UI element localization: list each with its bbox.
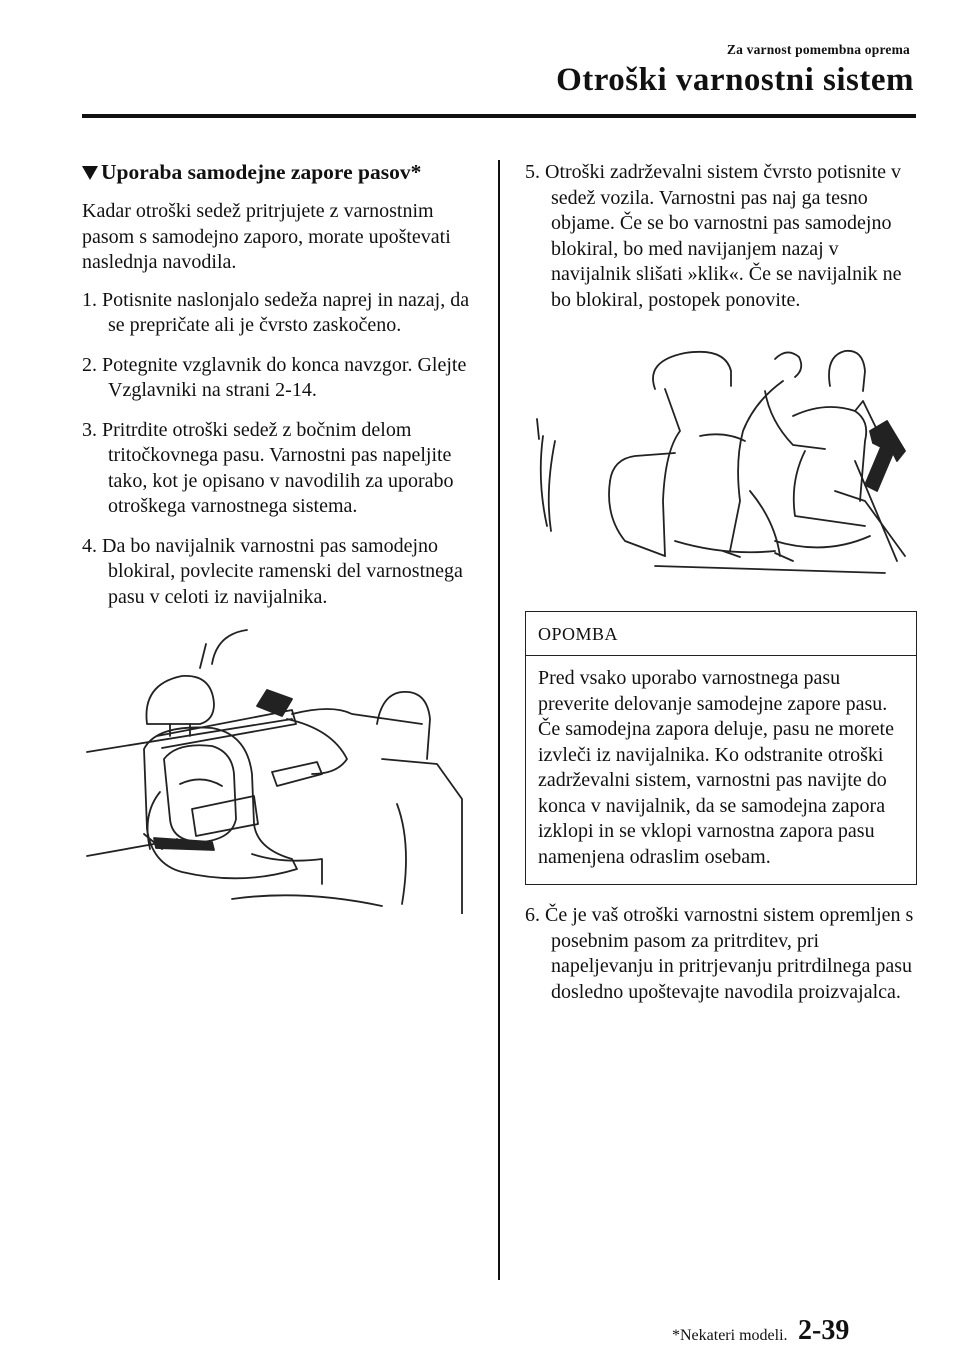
note-box xyxy=(525,611,917,885)
step-2: 2. Potegnite vzglavnik do konca navzgor. Glejte Vzglavniki na strani 2-14. xyxy=(82,353,467,401)
triangle-bullet-icon xyxy=(82,166,98,180)
note-title: OPOMBA xyxy=(526,612,916,656)
step-5: 5. Otroški zadrževalni sistem čvrsto potisnite v sedež vozila. Varnostni pas naj ga tesno objame. Če se bo varnostni pas samodejno blokiral, bo med navijanjem nazaj v navijalnik slišati »klik«. Če se navijalnik ne bo blokiral, postopek ponovite. xyxy=(525,161,902,311)
step-6: 6. Če je vaš otroški varnostni sistem opremljen s posebnim pasom za pritrditev, pri napeljevanju in pritrjevanju pritrdilnega pasu dosledno upoštevajte navodila proizvajalca. xyxy=(525,904,914,1003)
step-3: 3. Pritrdite otroški sedež z bočnim delom tritočkovnega pasu. Varnostni pas napeljite tako, kot je opisano v navodilih za uporabo otroškega varnostnega sistema. xyxy=(82,418,454,517)
header-rule xyxy=(82,114,916,118)
child-seat-belt-pull-illustration xyxy=(82,624,474,914)
column-divider xyxy=(498,160,500,1280)
left-column xyxy=(82,160,474,914)
footnote: *Nekateri modeli. xyxy=(672,1327,788,1344)
page-title: Otroški varnostni sistem xyxy=(556,62,914,98)
chapter-label: Za varnost pomembna oprema xyxy=(726,42,910,57)
intro-paragraph: Kadar otroški sedež pritrjujete z varnostnim pasom s samodejno zaporo, morate upoštevati naslednja navodila. xyxy=(82,200,451,273)
page-number: 2-39 xyxy=(798,1315,850,1346)
note-text: Pred vsako uporabo varnostnega pasu preverite delovanje samodejne zapore pasu. Če samodejna zapora deluje, pasu ne morete izvleči iz navijalnika. Ko odstranite otroški zadrževalni sistem, varnostni pas navijte do konca v navijalnik, da se samodejna zapora izklopi in se vklopi varnostna zapora pasu namenjena odraslim osebam. xyxy=(538,667,894,868)
step-1: 1. Potisnite naslonjalo sedeža naprej in nazaj, da se prepričate ali je čvrsto zaskočeno. xyxy=(82,288,470,336)
section-heading-text: Uporaba samodejne zapore pasov* xyxy=(101,160,422,184)
right-column xyxy=(525,160,917,1019)
section-heading xyxy=(82,160,474,185)
child-seat-push-illustration xyxy=(525,341,917,581)
step-4: 4. Da bo navijalnik varnostni pas samodejno blokiral, povlecite ramenski del varnostnega pasu v celoti iz navijalnika. xyxy=(82,534,463,608)
